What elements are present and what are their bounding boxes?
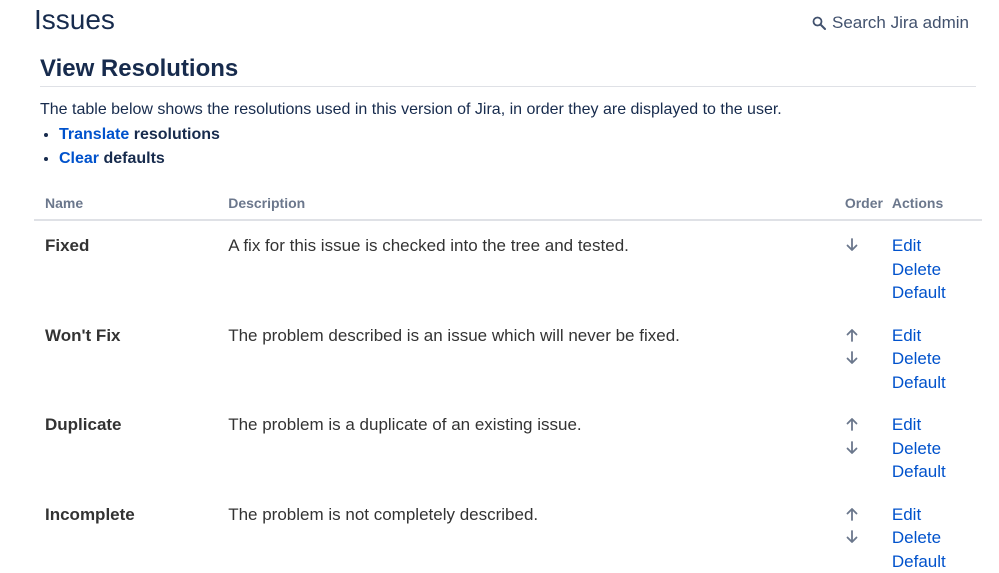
arrow-up-icon [846, 507, 858, 521]
operation-clear [59, 147, 976, 171]
table-row [34, 311, 982, 401]
order-cell [837, 311, 892, 401]
intro-text: The table below shows the resolutions used in this version of Jira, in order they are displayed to the user. [40, 101, 782, 118]
app-title: Issues [34, 4, 115, 35]
delete-link[interactable]: Delete [891, 438, 942, 458]
resolution-description: The problem is not completely described. [228, 504, 539, 524]
move-down-button[interactable] [845, 526, 865, 550]
table-row [34, 220, 982, 311]
delete-link[interactable]: Delete [891, 259, 942, 279]
resolution-name: Fixed [45, 236, 90, 255]
edit-link[interactable]: Edit [891, 415, 922, 434]
column-header-actions: Actions [892, 186, 982, 220]
actions-cell [892, 400, 982, 490]
resolution-description: The problem is a duplicate of an existing issue. [228, 415, 582, 434]
order-cell [837, 220, 892, 311]
operation-translate [59, 123, 976, 147]
move-down-button[interactable] [845, 234, 865, 258]
resolutions-table [34, 186, 982, 573]
delete-link[interactable]: Delete [891, 528, 942, 547]
move-up-button[interactable] [845, 413, 865, 437]
arrow-down-icon [846, 530, 858, 544]
arrow-down-icon [846, 351, 858, 365]
arrow-down-icon [846, 238, 858, 252]
operations-list [40, 123, 976, 171]
actions-cell [892, 220, 982, 311]
edit-link[interactable]: Edit [891, 325, 922, 345]
move-up-button[interactable] [845, 503, 865, 527]
edit-link[interactable]: Edit [891, 504, 922, 524]
resolutions-section [40, 52, 976, 171]
move-up-button[interactable] [845, 324, 865, 348]
clear-link[interactable]: Clear [59, 150, 100, 167]
resolution-name: Incomplete [45, 504, 135, 524]
arrow-down-icon [846, 441, 858, 455]
arrow-up-icon [846, 417, 858, 431]
move-down-button[interactable] [845, 437, 865, 461]
order-cell [837, 490, 892, 573]
default-link[interactable]: Default [891, 551, 946, 571]
resolution-name: Duplicate [45, 415, 122, 434]
column-header-name: Name [34, 186, 228, 220]
column-header-order: Order [837, 186, 892, 220]
resolution-description: The problem described is an issue which will never be fixed. [228, 325, 680, 345]
edit-link[interactable]: Edit [891, 236, 922, 255]
table-header-row [34, 186, 982, 220]
table-row [34, 490, 982, 573]
order-cell [837, 400, 892, 490]
search-jira-admin-link[interactable] [812, 13, 969, 33]
page-title: View Resolutions [40, 52, 976, 87]
column-header-description: Description [228, 186, 837, 220]
resolution-description: A fix for this issue is checked into the tree and tested. [228, 236, 629, 255]
actions-cell [892, 490, 982, 573]
table-row [34, 400, 982, 490]
clear-text: defaults [99, 150, 165, 167]
translate-link[interactable]: Translate [59, 126, 130, 143]
default-link[interactable]: Default [891, 372, 946, 392]
arrow-up-icon [846, 328, 858, 342]
search-icon [812, 16, 826, 30]
actions-cell [892, 311, 982, 401]
search-jira-admin-label: Search Jira admin [831, 13, 969, 32]
default-link[interactable]: Default [891, 462, 946, 481]
default-link[interactable]: Default [891, 283, 946, 302]
move-down-button[interactable] [845, 347, 865, 371]
resolution-name: Won't Fix [45, 325, 121, 345]
delete-link[interactable]: Delete [891, 349, 942, 368]
translate-text: resolutions [129, 126, 220, 143]
